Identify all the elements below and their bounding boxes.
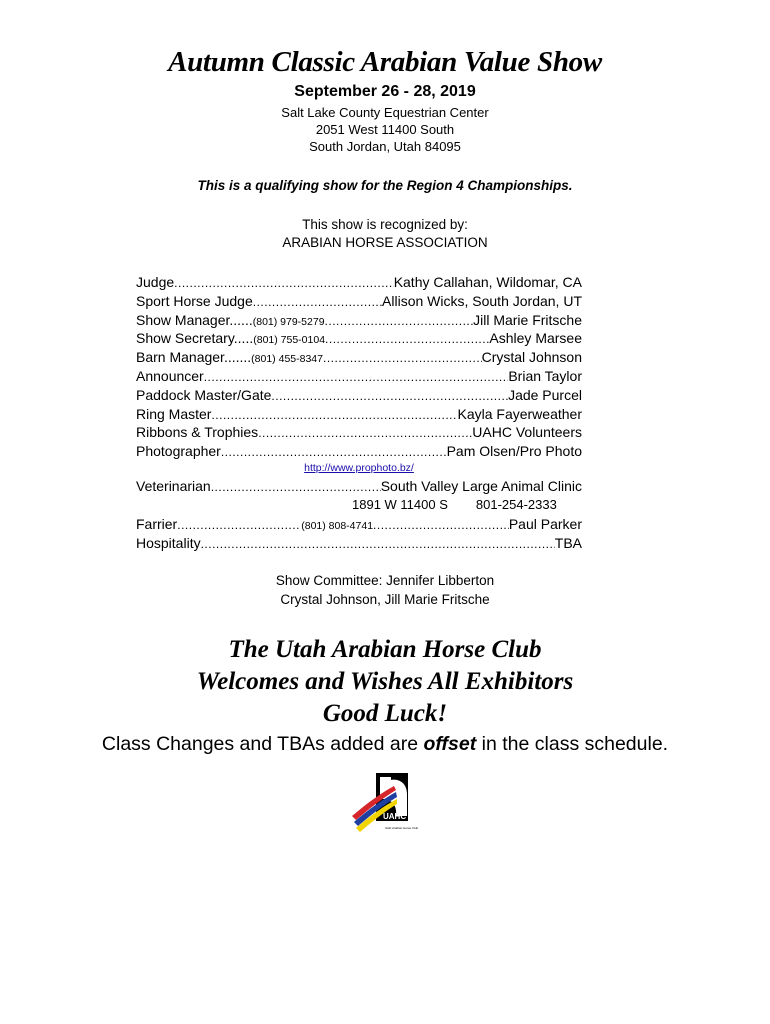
staff-name: Kayla Fayerweather xyxy=(457,405,582,422)
photographer-link[interactable]: http://www.prophoto.bz/ xyxy=(304,461,414,474)
staff-role: Announcer xyxy=(136,367,204,384)
staff-row-ribbons-trophies xyxy=(136,424,582,443)
staff-name: Ashley Marsee xyxy=(489,330,582,347)
staff-name: UAHC Volunteers xyxy=(472,424,582,441)
committee-line: Show Committee: Jennifer Libberton xyxy=(275,573,495,588)
staff-role: Paddock Master/Gate xyxy=(136,386,272,403)
leader-dots xyxy=(258,426,472,440)
staff-phone: (801) 979-5279 xyxy=(252,315,325,328)
show-committee xyxy=(0,571,770,609)
staff-role: Barn Manager....... xyxy=(136,349,252,366)
leader-dots xyxy=(221,445,447,459)
staff-role: Farrier xyxy=(136,515,178,532)
leader-dots xyxy=(271,389,508,403)
photographer-link-row xyxy=(136,462,582,478)
recognition-line: This show is recognized by: xyxy=(302,217,468,232)
leader-dots xyxy=(325,332,489,346)
changes-text: Class Changes and TBAs added are xyxy=(101,733,424,755)
staff-row-announcer xyxy=(136,368,582,387)
staff-row-veterinarian xyxy=(136,478,582,497)
staff-name: Paul Parker xyxy=(508,515,582,532)
staff-name: South Valley Large Animal Clinic xyxy=(380,477,582,494)
staff-name: TBA xyxy=(554,534,582,551)
staff-role: Ribbons & Trophies xyxy=(136,424,259,441)
venue-address xyxy=(0,104,770,155)
good-luck: Good Luck! xyxy=(322,700,448,727)
svg-text:Utah Arabian Horse Club: Utah Arabian Horse Club xyxy=(385,826,419,830)
welcome-line: Welcomes and Wishes All Exhibitors xyxy=(196,668,574,695)
venue-city: South Jordan, Utah 84095 xyxy=(309,139,461,154)
staff-name: Brian Taylor xyxy=(508,367,582,384)
leader-dots xyxy=(177,518,301,532)
veterinarian-address: 1891 W 11400 S xyxy=(352,496,448,512)
staff-role: Hospitality xyxy=(136,534,201,551)
staff-role: Judge xyxy=(136,274,175,290)
club-welcome xyxy=(0,634,770,730)
staff-name: Crystal Johnson xyxy=(481,349,582,366)
leader-dots xyxy=(211,408,457,422)
staff-row-farrier xyxy=(136,516,582,535)
staff-row-ring-master xyxy=(136,406,582,425)
staff-row-photographer xyxy=(136,443,582,462)
horse-head-logo-icon xyxy=(350,772,426,836)
staff-phone: (801) 455-8347 xyxy=(251,353,323,366)
club-name: The Utah Arabian Horse Club xyxy=(228,636,542,663)
show-title: Autumn Classic Arabian Value Show xyxy=(168,46,602,78)
staff-list xyxy=(136,274,582,553)
staff-row-paddock-master xyxy=(136,387,582,406)
leader-dots xyxy=(201,537,555,551)
staff-name: Jill Marie Fritsche xyxy=(473,311,582,328)
staff-name: Allison Wicks, South Jordan, UT xyxy=(382,292,582,309)
staff-row-show-manager xyxy=(136,312,582,331)
leader-dots xyxy=(325,314,474,328)
veterinarian-phone: 801-254-2333 xyxy=(475,496,557,512)
leader-dots xyxy=(323,351,482,365)
leader-dots xyxy=(204,370,509,384)
staff-name: Pam Olsen/Pro Photo xyxy=(446,443,582,460)
leader-dots xyxy=(253,295,382,309)
staff-role: Sport Horse Judge xyxy=(136,292,253,309)
leader-dots xyxy=(174,276,394,290)
staff-name: Kathy Callahan, Wildomar, CA xyxy=(393,274,582,290)
class-changes-note xyxy=(0,733,770,756)
venue-street: 2051 West 11400 South xyxy=(315,122,455,137)
staff-row-sport-horse-judge xyxy=(136,293,582,312)
staff-phone: (801) 808-4741 xyxy=(301,519,374,532)
recognition xyxy=(0,216,770,252)
staff-role: Show Manager...... xyxy=(136,311,253,328)
svg-text:UAHC: UAHC xyxy=(383,812,407,821)
leader-dots xyxy=(211,480,381,494)
staff-phone: (801) 755-0104 xyxy=(253,334,326,347)
recognition-org: ARABIAN HORSE ASSOCIATION xyxy=(282,235,488,250)
staff-role: Show Secretary..... xyxy=(136,330,254,347)
staff-name: Jade Purcel xyxy=(508,386,582,403)
staff-row-hospitality xyxy=(136,535,582,554)
staff-row-barn-manager xyxy=(136,349,582,368)
committee-line: Crystal Johnson, Jill Marie Fritsche xyxy=(280,592,490,607)
changes-text-end: in the class schedule. xyxy=(476,733,669,755)
venue-name: Salt Lake County Equestrian Center xyxy=(281,105,489,120)
changes-emphasis: offset xyxy=(423,733,477,755)
show-dates: September 26 - 28, 2019 xyxy=(294,83,476,100)
staff-role: Photographer xyxy=(136,443,221,460)
qualifying-note: This is a qualifying show for the Region 4 Championships. xyxy=(197,178,573,193)
leader-dots xyxy=(373,518,509,532)
staff-role: Ring Master xyxy=(136,405,212,422)
staff-role: Veterinarian xyxy=(136,477,211,494)
staff-row-judge xyxy=(136,274,582,293)
staff-row-show-secretary xyxy=(136,330,582,349)
veterinarian-contact xyxy=(136,497,582,516)
